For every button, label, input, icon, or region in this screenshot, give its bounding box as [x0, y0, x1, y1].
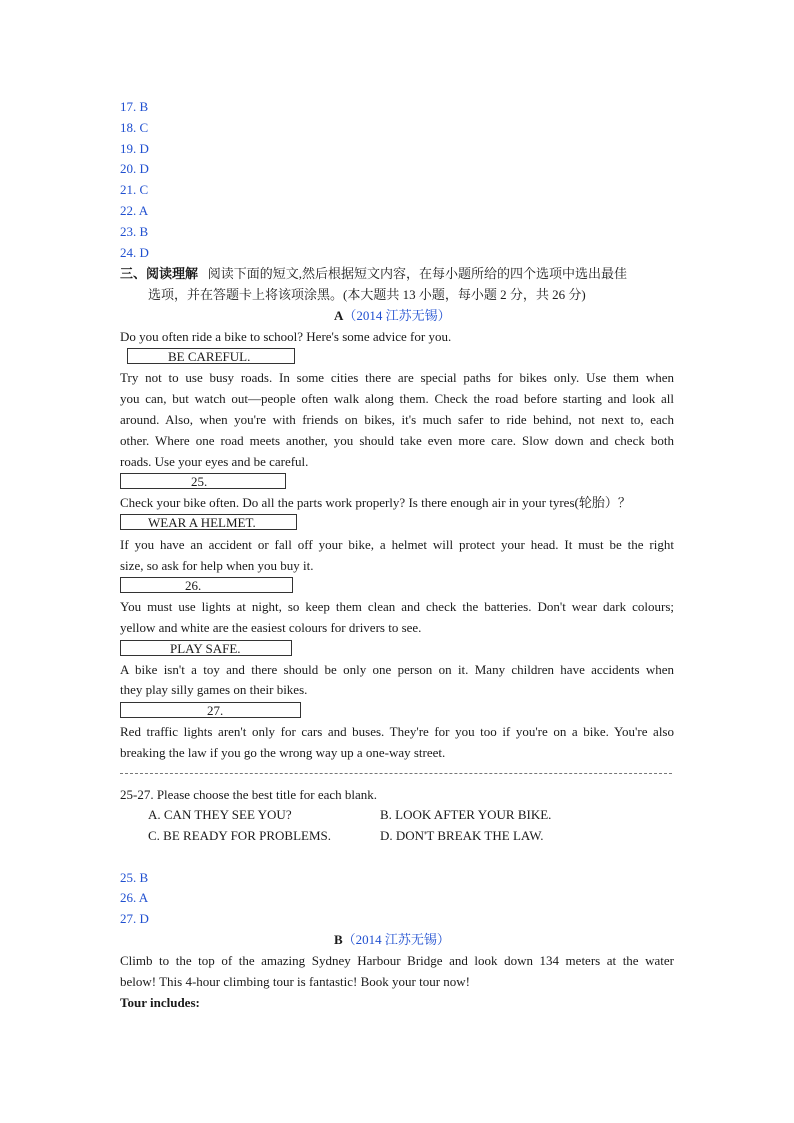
title-box-26-text: 26.	[185, 578, 202, 593]
p4-line-1: You must use lights at night, so keep them clean and check the batteries. Don't wear dark colours;	[120, 599, 674, 614]
section-instruction-1: 阅读下面的短文,然后根据短文内容，在每小题所给的四个选项中选出最佳	[207, 266, 628, 281]
tour-includes-heading	[120, 993, 200, 1013]
title-box-26	[120, 577, 293, 593]
answer-26: 26. A	[120, 890, 149, 905]
title-box-5-text: PLAY SAFE.	[170, 641, 241, 656]
title-box-27-text: 27.	[207, 703, 224, 718]
p6-line-1: Red traffic lights aren't only for cars and buses. They're for you too if you're on a bike. You're also	[120, 724, 674, 739]
title-box-25	[120, 473, 286, 489]
p1-line-3: around. Also, when you're with friends on bikes, it's much safer to ride behind, not next to, each	[120, 412, 674, 427]
passage-b-title	[334, 930, 450, 950]
answer-18: 18. C	[120, 120, 149, 135]
p5-line-2: they play silly games on their bikes.	[120, 682, 308, 697]
title-box-3	[120, 514, 297, 530]
pb-line-2: below! This 4-hour climbing tour is fantastic! Book your tour now!	[120, 974, 470, 989]
answer-19: 19. D	[120, 141, 149, 156]
passage-b-label: B	[334, 932, 343, 947]
answer-25: 25. B	[120, 870, 149, 885]
question-25-27: 25-27. Please choose the best title for each blank.	[120, 787, 378, 802]
answer-27: 27. D	[120, 911, 149, 926]
p1-line-2: you can, but watch out—people often walk along them. Check the road before starting and look all	[120, 391, 674, 406]
answer-24: 24. D	[120, 245, 149, 260]
dashed-divider	[120, 773, 672, 774]
pb-line-1: Climb to the top of the amazing Sydney Harbour Bridge and look down 134 meters at the water	[120, 953, 674, 968]
p2-line-1: Check your bike often. Do all the parts work properly? Is there enough air in your tyres(轮胎）？	[120, 495, 631, 510]
section-title: 三、阅读理解	[120, 266, 199, 281]
title-box-5	[120, 640, 292, 656]
answer-17: 17. B	[120, 99, 149, 114]
tour-includes-text: Tour includes:	[120, 995, 200, 1010]
p1-line-5: roads. Use your eyes and be careful.	[120, 454, 309, 469]
p3-line-2: size, so ask for help when you buy it.	[120, 558, 314, 573]
title-box-1	[127, 348, 295, 364]
option-a: A. CAN THEY SEE YOU?	[148, 807, 292, 822]
p4-line-2: yellow and white are the easiest colours for drivers to see.	[120, 620, 422, 635]
passage-a-intro: Do you often ride a bike to school? Here's some advice for you.	[120, 329, 452, 344]
title-box-3-text: WEAR A HELMET.	[148, 515, 256, 530]
section-instruction-2: 选项，并在答题卡上将该项涂黑。(本大题共 13 小题，每小题 2 分，共 26 分)	[148, 287, 586, 302]
p1-line-4: other. Where one road meets another, you should take even more care. Slow down and check both	[120, 433, 674, 448]
section-heading	[120, 264, 627, 284]
passage-b-source: （2014 江苏无锡）	[342, 932, 450, 947]
answer-21: 21. C	[120, 182, 149, 197]
title-box-27	[120, 702, 301, 718]
option-c: C. BE READY FOR PROBLEMS.	[148, 828, 331, 843]
passage-a-label: A	[334, 308, 344, 323]
answer-23: 23. B	[120, 224, 149, 239]
answer-22: 22. A	[120, 203, 149, 218]
p5-line-1: A bike isn't a toy and there should be only one person on it. Many children have accidents when	[120, 662, 674, 677]
passage-a-title	[334, 306, 451, 326]
p6-line-2: breaking the law if you go the wrong way up a one-way street.	[120, 745, 446, 760]
title-box-25-text: 25.	[191, 474, 208, 489]
p3-line-1: If you have an accident or fall off your bike, a helmet will protect your head. It must be the right	[120, 537, 674, 552]
p1-line-1: Try not to use busy roads. In some cities there are special paths for bikes only. Use them when	[120, 370, 674, 385]
passage-a-source: （2014 江苏无锡）	[343, 308, 451, 323]
title-box-1-text: BE CAREFUL.	[168, 349, 251, 364]
option-b: B. LOOK AFTER YOUR BIKE.	[380, 807, 552, 822]
answer-20: 20. D	[120, 161, 149, 176]
option-d: D. DON'T BREAK THE LAW.	[380, 828, 544, 843]
